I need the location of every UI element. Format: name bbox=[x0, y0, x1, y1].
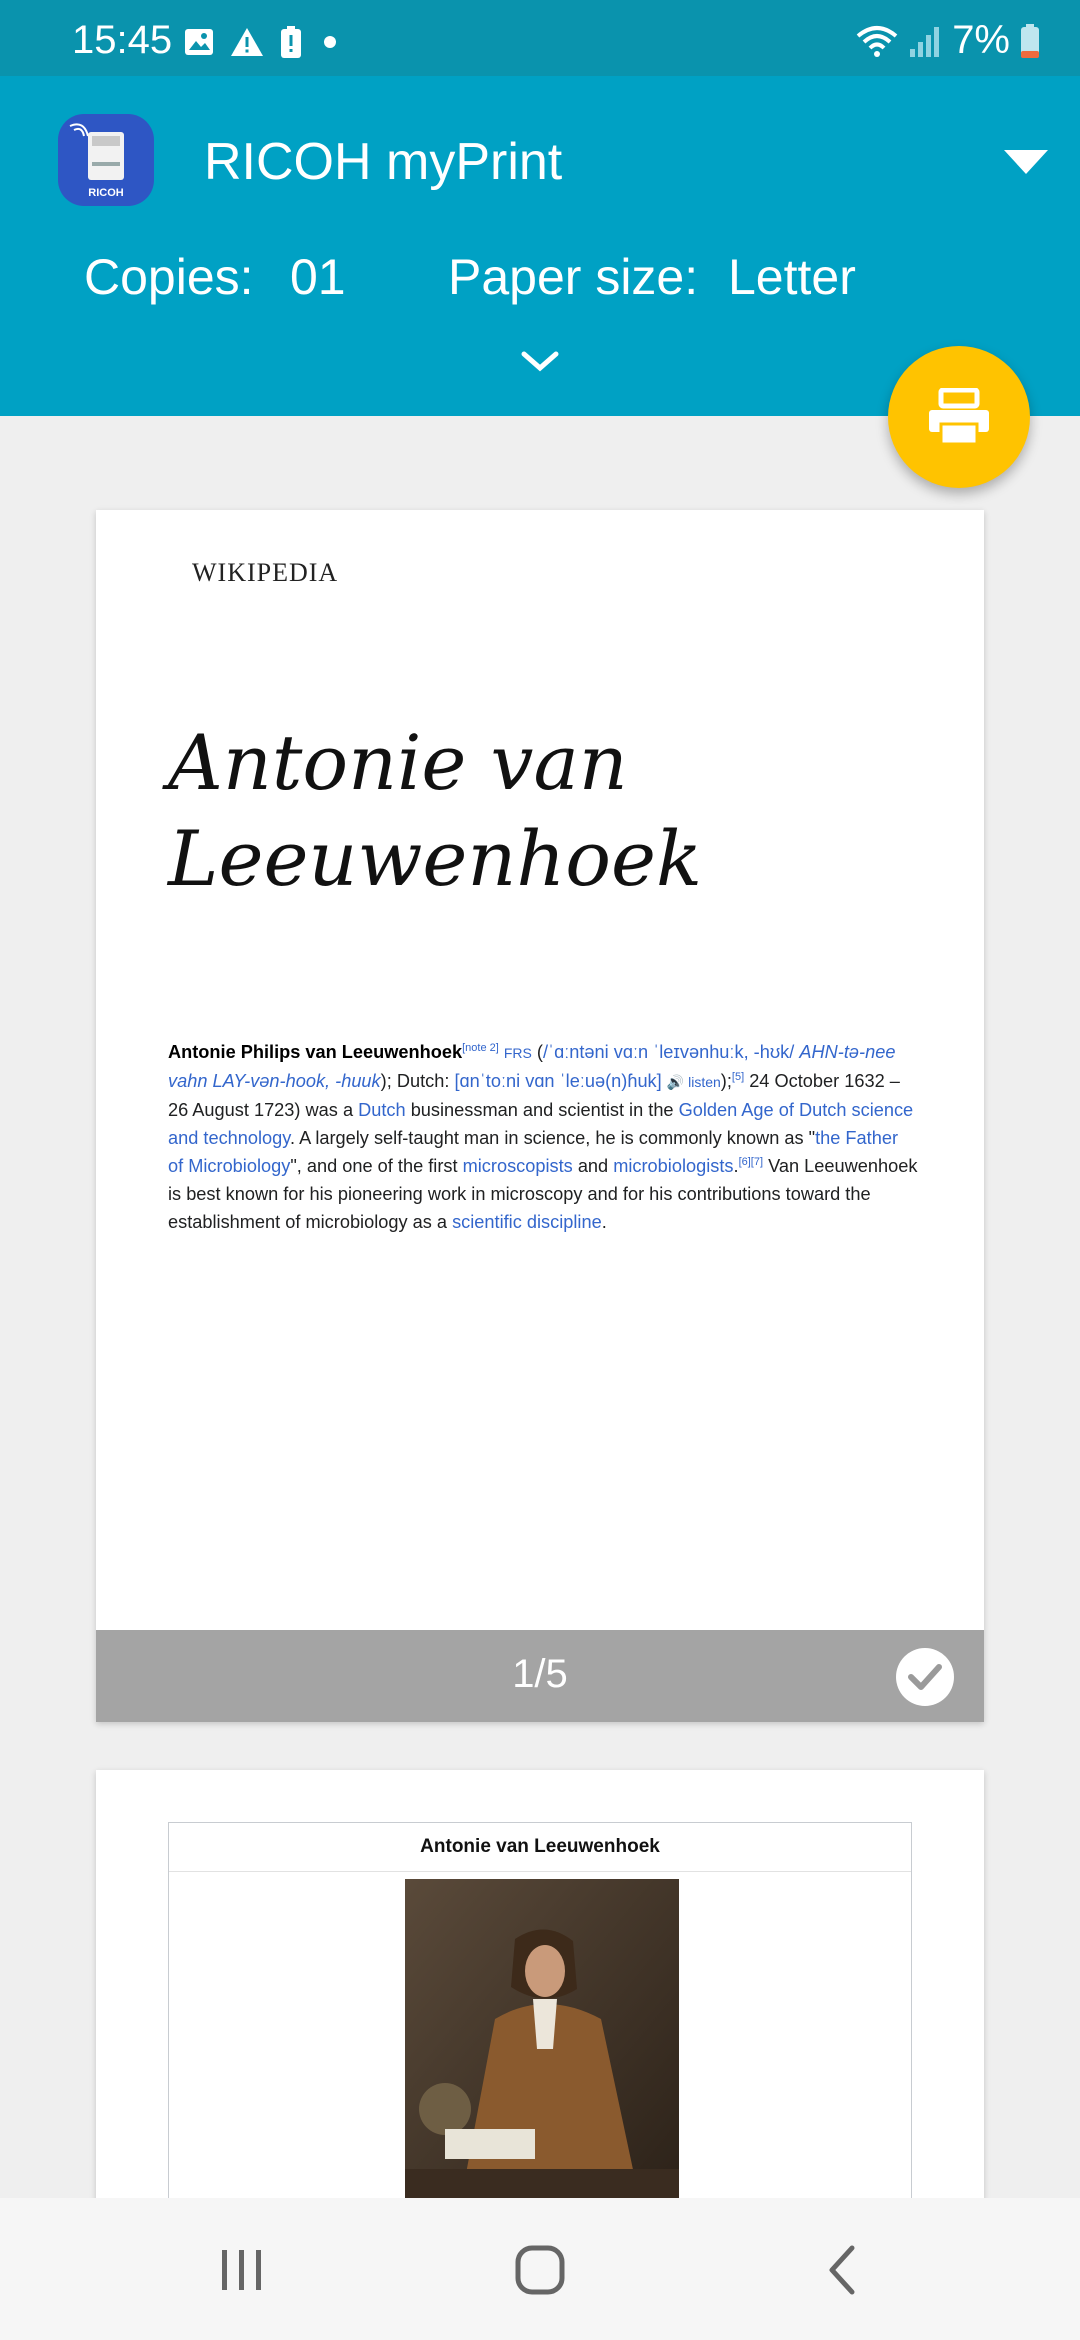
page-preview-1[interactable] bbox=[96, 510, 984, 1722]
wikipedia-logo: WIKIPEDIA bbox=[192, 558, 339, 587]
expand-settings-chevron-icon[interactable] bbox=[520, 346, 560, 376]
printer-dropdown-button[interactable] bbox=[1004, 150, 1048, 174]
recent-apps-icon[interactable] bbox=[214, 2242, 270, 2298]
paper-size-label: Paper size: bbox=[448, 249, 699, 305]
warning-icon bbox=[230, 27, 264, 57]
copies-value[interactable]: 01 bbox=[290, 249, 346, 305]
wifi-icon bbox=[856, 24, 898, 58]
battery-alert-icon bbox=[280, 26, 302, 58]
app-title: RICOH myPrint bbox=[204, 133, 563, 191]
status-bar bbox=[0, 0, 1080, 76]
battery-percent: 7% bbox=[952, 18, 1010, 62]
page-indicator: 1/5 bbox=[512, 1652, 568, 1696]
svg-text:RICOH: RICOH bbox=[88, 187, 124, 199]
printer-logo-icon bbox=[58, 114, 154, 206]
check-icon bbox=[907, 1662, 943, 1692]
print-icon bbox=[927, 388, 991, 446]
signal-icon bbox=[908, 25, 942, 57]
article-intro: Antonie Philips van Leeuwenhoek[note 2] FRS (/ˈɑːntəni vɑːn ˈleɪvənhuːk, -hʊk/ AHN-tə-nee vahn LAY-vən-hook, -huuk); Dutch: [ɑnˈtoːni vɑn ˈleːuə(n)ɦuk] 🔊 listen);[5] 24 October 1632 – 26 August 1723) was a Dutch businessman and scientist in the Golden Age of Dutch science and technology. A largely self-taught man in science, he is commonly known as "the Father of Microbiology", and one of the first microscopists and microbiologists.[6][7] Van Leeuwenhoek is best known for his pioneering work in microscopy and for his contributions toward the establishment of microbiology as a scientific discipline. bbox=[168, 1041, 918, 1232]
page-select-checkbox[interactable] bbox=[896, 1648, 954, 1706]
gallery-icon bbox=[184, 28, 214, 56]
page-footer bbox=[96, 1630, 984, 1722]
page-preview-2[interactable] bbox=[96, 1770, 984, 2210]
portrait-image bbox=[405, 1879, 679, 2211]
home-icon[interactable] bbox=[512, 2242, 568, 2298]
notification-icons bbox=[184, 26, 342, 58]
dot-icon bbox=[318, 35, 342, 49]
system-navigation-bar bbox=[0, 2198, 1080, 2340]
battery-icon bbox=[1020, 24, 1040, 58]
system-status bbox=[856, 18, 1040, 63]
infobox-title: Antonie van Leeuwenhoek bbox=[169, 1823, 911, 1872]
status-time: 15:45 bbox=[72, 18, 173, 62]
ricoh-app-logo bbox=[58, 114, 154, 206]
article-title: Antonie van Leeuwenhoek bbox=[168, 718, 703, 903]
paper-size-value[interactable]: Letter bbox=[728, 249, 856, 305]
copies-label: Copies: bbox=[84, 249, 254, 305]
print-button[interactable] bbox=[888, 346, 1030, 488]
infobox bbox=[168, 1822, 912, 2211]
back-icon[interactable] bbox=[816, 2242, 872, 2298]
